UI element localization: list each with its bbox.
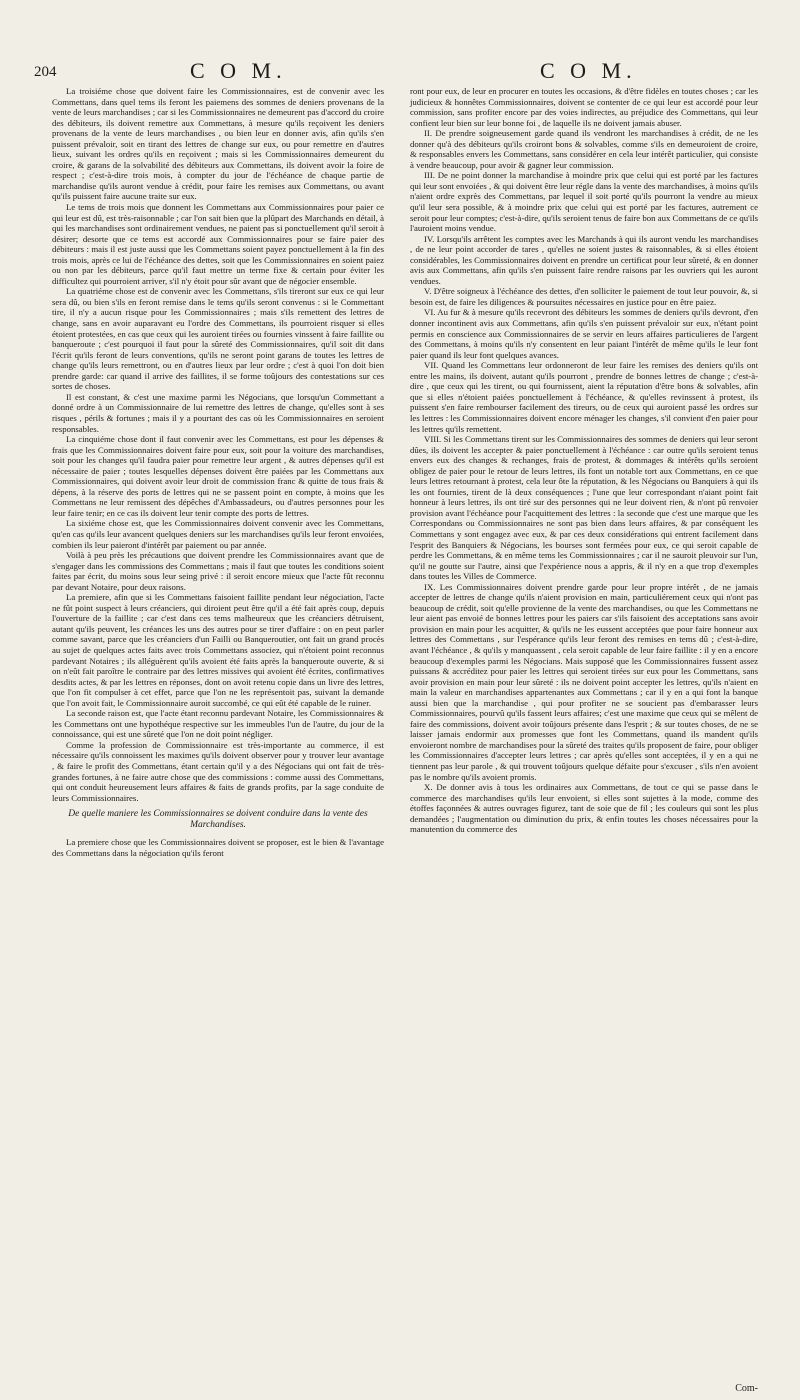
paragraph: Le tems de trois mois que donnent les Commettans aux Commissionnaires pour paier ce qui leur est dû, est très-raisonnable ; car l'on sait bien que la plûpart des Marchands en détail, à qui les marchandises sont ordinairement vendues, ne paient pas si ponctuellement qu'il seroit à désirer; desorte que ce tems est accordé aux Commissionnaires pour se faire paier des débiteurs : mais il est juste aussi que les Commettans soient payez ponctuellement à la fin des trois mois, après ce lui de l'échéance des dettes, soit que les Commissionnaires en soient paiez ou non par les débiteurs, parce qu'il faut mettre un terme fixe & certain pour éviter les difficultez qui pourroient arriver, s'il n'y étoit pour sûr avant que de négocier ensemble. [52, 202, 384, 286]
left-column [52, 86, 384, 858]
paragraph: Il est constant, & c'est une maxime parmi les Négocians, que lorsqu'un Commettant a donné ordre à un Commissionnaire de lui remettre des lettres de change, qu'elles sont à ses risques , périls & fortunes ; mais il y a pourtant des cas où les Commissionnaires en seroient responsables. [52, 391, 384, 434]
page-number: 204 [34, 64, 57, 80]
paragraph: La cinquiéme chose dont il faut convenir avec les Commettans, est pour les dépenses & frais que les Commissionnaires doivent faire pour eux, soit pour la voiture des marchandises, soit pour les changes qu'il faudra paier pour remettre leur argent , & autres dépenses qu'il est nécessaire de paier ; toutes lesquelles dépenses doivent être paiées par les Commettans aux Commissionnaires, qui doivent avoir leur droit de commission franc & quitte de tous frais & dépens, à la réserve des ports de lettres qui ne se passent point en compte, à moins que les Commettans ne leur remissent des dépêches d'Ambassadeurs, ou d'autres personnes pour les leur faire tenir; en ce cas ils doivent leur tenir compte des ports de lettres. [52, 434, 384, 518]
paragraph: IV. Lorsqu'ils arrêtent les comptes avec les Marchands à qui ils auront vendu les marchandises , de ne leur point accorder de tares , qu'elles ne soient justes & raisonnables, & si elles étoient considérables, les Commissionnaires doivent en prendre un certificat pour leur sûreté, & en donner avis aux Commettans, afin qu'ils s'en puissent faire rendre raisons par les ouvriers qui les auront vendues. [410, 233, 758, 286]
paragraph: La quatriéme chose est de convenir avec les Commettans, s'ils tireront sur eux ce qui leur sera dû, ou bien s'ils en feront remise dans le tems qu'ils seront convenus : si le Commettant tire, il n'y a aucun risque pour les Commissionnaires ; mais s'ils remettent des lettres de change, sans en avoir auparavant eu l'ordre des Commettans, ils pourroient risquer si elles étoient protestées, en cas que ceux qui les auroient tirées ou fournies vinssent à faire faillite ou banqueroute ; c'est pourquoi il faut pour la sûreté des Commissionnaires, qu'il soit dit dans l'écrit qu'ils feront de leurs conventions, qu'ils ne seront point garans de toutes les lettres de change qu'ils leurs remettront, ou en d'autres lieux par leur ordre ; c'est à quoi l'on doit bien prendre garde: car quand il arrive des faillites, il se forme toûjours des contestations sur ces sortes de choses. [52, 286, 384, 392]
paragraph: VIII. Si les Commettans tirent sur les Commissionnaires des sommes de deniers qui leur seront dûes, ils doivent les accepter & paier ponctuellement à l'échéance : car outre qu'ils seroient tenus envers eux des changes & rechanges, frais de protest, & dommages & intérêts qu'ils seroient obligez de paier pour le retour de leurs lettres, ils font un notable tort aux Commettans, en ce que leurs lettres retournant à protest, cela leur ôte la réputation, & les Négocians ou Banquiers à qui ils les ont fournies, tirent de là deux conséquences ; l'une que leur correspondant n'aiant point fait honneur à leurs lettres, ils ont tiré sur des personnes qui ne leur doivent rien, & n'ont pû renvoier provision avant l'échéance pour l'acquittement des lettres : la seconde que c'est une marque que les Correspondans ou Commissionnaires ne sont pas bien dans leurs affaires, & par conséquent les Commettans y sont engagez avec eux, & par ces deux considérations qui entrent facilement dans l'esprit des Banquiers & Négocians, les bourses sont fermées pour eux, ce qui seroit capable de perdre les Commettans, & en même tems les Commissionnaires ; car il ne sauroit pleuvoir sur l'un, qu'il ne goutte sur l'autre, ainsi que l'expérience nous a appris, & il n'y en a que trop d'exemples dans toutes les Villes de Commerce. [410, 434, 758, 582]
paragraph: V. D'être soigneux à l'échéance des dettes, d'en solliciter le paiement de tout leur pouvoir, &, si besoin est, de faire les diligences & poursuites nécessaires en justice pour en être paiez. [410, 286, 758, 307]
running-head-right: C O M. [540, 58, 637, 83]
paragraph: La premiere, afin que si les Commettans faisoient faillite pendant leur négociation, l'acte ne fût point suspect à leurs créanciers, qui diroient peut être qu'il a été fait après coup, depuis l'ouverture de la faillite ; car c'est dans ces tems malheureux que les créanciers détruisent, autant qu'ils peuvent, les créances les uns des autres pour se tirer d'affaire : on en peut parler comme savant, parce que les créanciers d'un Failli ou Banqueroutier, ont fait un grand procès au sujet de quelques actes faits avec trois Commettans associez, qui n'étoient point reconnus pardevant Notaires ; ils alléguèrent qu'ils avoient été faits après la banqueroute ouverte, & si on n'eût fait paroître le contraire par des lettres missives qui avoient été écrites, confirmatives desdits actes, & par les lettres en réponses, dont on avoit retenu copie dans un livre des lettres, que l'on fit compulser à cet effet, parce que l'on ne les représentoit pas, suivant la demande que l'on avoit fait, le Commissionnaire auroit succombé, ce qui eût été capable de le ruiner. [52, 592, 384, 708]
catchword: Com- [735, 1383, 758, 1394]
paragraph: La troisiéme chose que doivent faire les Commissionnaires, est de convenir avec les Commettans, dans quel tems ils feront les paiemens des sommes de deniers provenans de la vente de leurs marchandises ; car si les Commissionnaires ne demeurent pas d'accord du croire des débiteurs, ils doivent remettre aux Commettans, à mesure qu'ils reçoivent les deniers provenans de la vente de leurs marchandises , ou bien leur en donner avis, afin qu'ils s'en puissent prévaloir, soit en tirant des lettres de change sur eux, ou pour remettre en d'autres lieux, suivant les ordres qu'ils en reçoivent ; mais si les Commissionnaires demeurent du croire, & garans de la solvabilité des débiteurs aux Commettans, ils doivent avoir la foire de respect ; c'est-à-dire trois mois, à compter du jour de l'échéance de chaque partie de marchandise qu'ils auront vendue à crédit, pour faire les remises aux Commettans, ou avant qu'ils puissent faire aucune traite sur eux. [52, 86, 384, 202]
section-heading: De quelle maniere les Commissionnaires se doivent conduire dans la vente des Marchandises. [68, 809, 368, 831]
paragraph: La sixiéme chose est, que les Commissionnaires doivent convenir avec les Commettans, qu'en cas qu'ils leur avancent quelques deniers sur les marchandises qu'ils leur feront envoiées, combien ils leur paieront d'intérêt par paiement ou par année. [52, 518, 384, 550]
paragraph: X. De donner avis à tous les ordinaires aux Commettans, de tout ce qui se passe dans le commerce des marchandises qu'ils leur envoient, si elles sont sujettes à la mode, comme des étoffes façonnées & autres ouvrages figurez, tant de soie que de fil ; les couleurs qui sont les plus demandées ; l'augmentation ou diminution du prix, & enfin toutes les choses nécessaires pour la manutention du commerce des [410, 782, 758, 835]
paragraph: II. De prendre soigneusement garde quand ils vendront les marchandises à crédit, de ne les donner qu'à des débiteurs qu'ils croiront bons & solvables, comme s'ils en demeuroient de croire, & responsables envers les Commettans, sans considérer en cela leur intérêt particulier, qui consiste à vendre beaucoup, pour avoir & gagner leur commission. [410, 128, 758, 170]
paragraph: IX. Les Commissionnaires doivent prendre garde pour leur propre intérêt , de ne jamais accepter de lettres de change qu'ils n'aient provision en main, particuliérement ceux qui n'ont pas beaucoup de crédit, soit qu'elle provienne de la vente des marchandises, ou que les Commettans ne leur aient pas envoié de bonnes lettres pour les paiers car s'ils faisoient des acceptations sans avoir provision en main pour les acquitter, & qu'ils ne les eussent acceptées que pour faire honneur aux lettres des Commettans , sur l'espérance qu'ils leur feront des remises en tems dû ; c'est-à-dire, avant l'échéance , & qu'ils y manquassent , cela seroit capable de leur faire faillite : il y en a encore beaucoup d'exemples parmi les Négocians. Mais supposé que les Commissionnaires fussent assez puissans & accréditez pour paier les lettres qui seroient tirées sur eux pour les Commettans, sans avoir provision en main pour leur sûreté : ils ne doivent point accepter les lettres, qu'ils n'aient en main la valeur en marchandises appartenantes aux Commettans ; car il y en a qui font la banque aussi bien que la marchandise , qui pour profiter ne se soucient pas d'embarasser leurs Commissionnaires, pourvû qu'ils fassent leurs affaires; c'est une maxime que ceux qui se mêlent de faire des commissions, doivent avoir toûjours présente dans l'esprit ; & sur toutes choses, de ne se laisser jamais endormir aux promesses que font les Commettans, quand ils mandent qu'ils envoieront nombre de marchandises pour la sûreté des traites qu'ils proposent de faire, pour obliger les Commissionnaires d'accepter leurs lettres ; car après qu'elles sont acceptées, il y en a qui ne tiennent pas leur parole , & qui trouvent toûjours quelque défaite pour s'excuser , s'ils n'en avoient pas le nombre qu'ils avoient promis. [410, 581, 758, 782]
paragraph: La premiere chose que les Commissionnaires doivent se proposer, est le bien & l'avantage des Commettans dans la négociation qu'ils feront [52, 837, 384, 858]
right-column [410, 86, 758, 835]
paragraph: VII. Quand les Commettans leur ordonneront de leur faire les remises des deniers qu'ils ont entre les mains, ils doivent, autant qu'ils pourront , prendre de bonnes lettres de change ; c'est-à-dire , que ceux qui les tirent, ou qui fournissent, aient la réputation d'être bons & solvables, afin que si elles n'étoient paiées ponctuellement à l'échéance, & qu'elles revinssent à protest, ils puissent s'en faire rembourser facilement des tireurs, ou de ceux qui auroient passé les ordres sur les lettres : les Commissionnaires doivent encore ménager les changes, s'il convient d'en paier pour les lettres qu'ils remettent. [410, 360, 758, 434]
paragraph: VI. Au fur & à mesure qu'ils recevront des débiteurs les sommes de deniers qu'ils devront, d'en donner incontinent avis aux Commettans, afin qu'ils s'en puissent prévaloir sur eux, n'étant point permis en conscience aux Commissionnaires de se servir en leurs affaires particulieres de l'argent des Commettans, à moins qu'ils n'y consentent en leur paiant l'intérêt de même qu'ils le leur font paier quand ils leur font quelques avances. [410, 307, 758, 360]
paragraph: III. De ne point donner la marchandise à moindre prix que celui qui est porté par les factures qui leur sont envoiées , & qui doivent être leur régle dans la vente des marchandises, à moins qu'ils n'aient ordre exprès des Commettans, par lequel il soit porté qu'ils pourront la vendre au mieux qu'il leur sera possible, & à moindre prix que celui qui est porté par les factures, autrement ce seroit pour leur comptes; c'est-à-dire, qu'ils seroient tenus de faire bon aux Commettans de ce qu'ils l'auroient moins vendue. [410, 170, 758, 234]
paragraph: ront pour eux, de leur en procurer en toutes les occasions, & d'être fidèles en toutes choses ; car les judicieux & honnêtes Commissionnaires, doivent se contenter de ce qui leur est accordé pour leur commission, sans profiter encore par des voies indirectes, au préjudice des Commettans, qui leur confient leur bien sur leur bonne foi , de laquelle ils ne doivent jamais abuser. [410, 86, 758, 128]
running-head-left: C O M. [190, 58, 287, 83]
paragraph: Comme la profession de Commissionnaire est très-importante au commerce, il est nécessaire qu'ils connoissent les maximes qu'ils doivent observer pour y trouver leur avantage , & faire le profit des Commettans, étant certain qu'il y a des Négocians qui ont fait de très-grandes fortunes, à ne faire autre chose que des commissions : comme aussi des Commettans, qui ont conduit heureusement leurs affaires & faits de grands profits, par la sage conduite de leurs Commissionnaires. [52, 739, 384, 803]
paragraph: Voilà à peu près les précautions que doivent prendre les Commissionnaires avant que de s'engager dans les commissions des Commettans ; mais il faut que toutes les conditions soient faites par écrit, du moins sous leur seing privé : il seroit encore mieux que l'acte fût reconnu par devant Notaire, pour deux raisons. [52, 550, 384, 592]
paragraph: La seconde raison est, que l'acte étant reconnu pardevant Notaire, les Commissionnaires & les Commettans ont une hypothéque respective sur les immeubles l'un de l'autre, du jour de la connoissance, qui est une sûreté que l'on ne doit point négliger. [52, 708, 384, 740]
